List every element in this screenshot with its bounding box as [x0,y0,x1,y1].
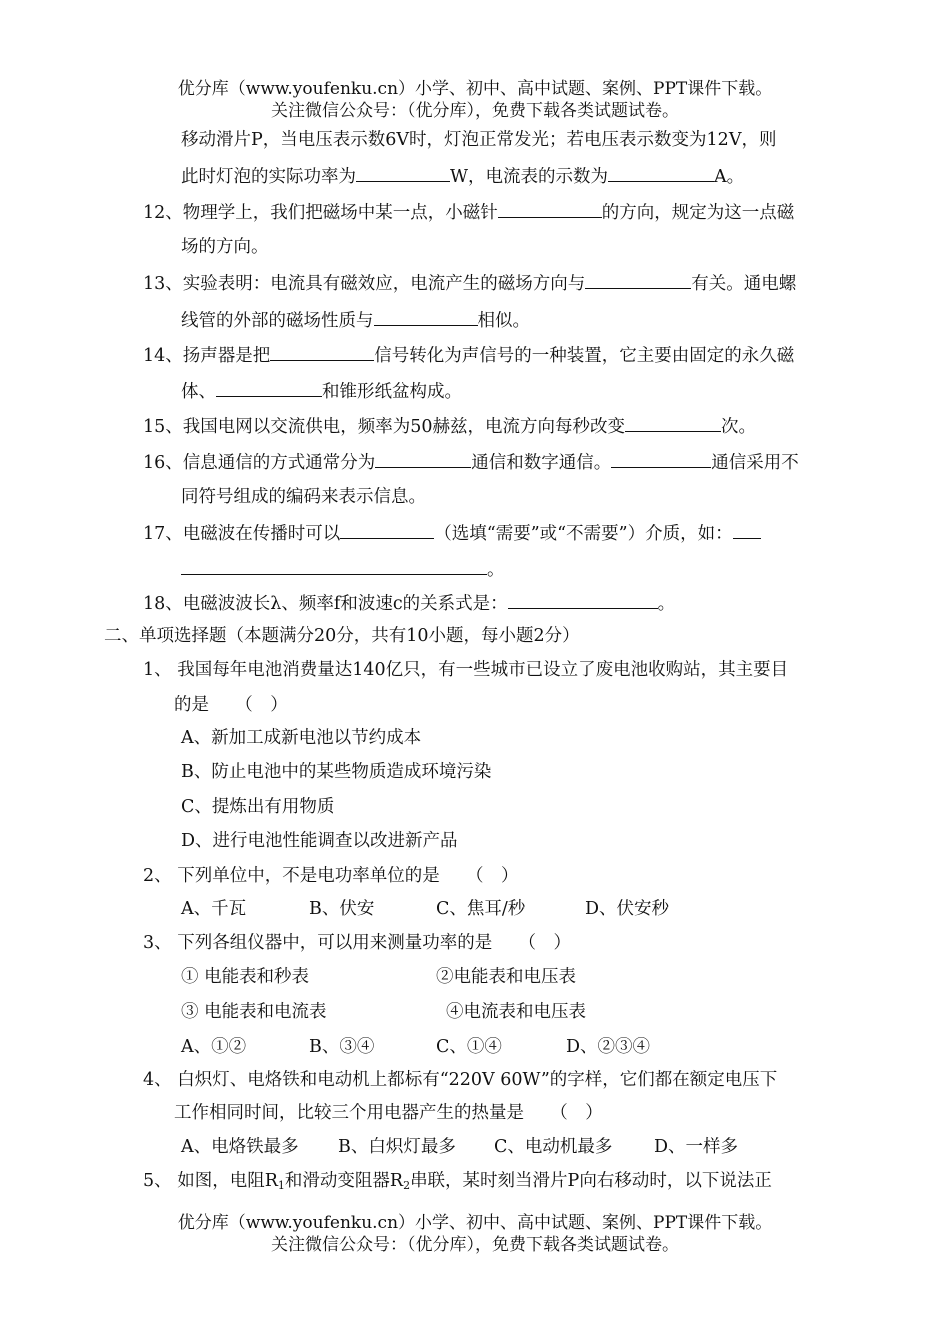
mc4-stem-1 [143,1068,777,1092]
mc3-choice-2-text: ②电能表和电压表 [436,967,576,987]
mc3-option-a[interactable] [181,1035,246,1059]
q13-line-2 [181,307,530,333]
q16-text-1c: 通信采用不 [711,453,799,473]
mc3-option-d[interactable] [566,1035,650,1059]
q15-text-1b: 次。 [721,417,757,437]
header-line-1: 优分库（www.youfenku.cn）小学、初中、高中试题、案例、PPT课件下载。 [177,79,773,99]
q12-line-2 [181,235,269,259]
q11-text-1: 移动滑片P，当电压表示数6V时，灯泡正常发光；若电压表示数变为12V，则 [181,130,777,150]
mc4-option-c-text: C、电动机最多 [494,1137,613,1157]
mc4-stem-1-text: 4、 白炽灯、电烙铁和电动机上都标有“220V 60W”的字样，它们都在额定电压下 [143,1070,778,1090]
q14-line-1 [143,342,794,368]
mc1-option-d-text: D、进行电池性能调查以改进新产品 [181,831,458,851]
mc3-choice-2 [436,965,576,989]
q17-blank-2b[interactable] [181,556,487,575]
q16-text-1a: 16、信息通信的方式通常分为 [143,453,376,473]
q14-line-2 [181,378,462,404]
q18-text-1a: 18、电磁波波长λ、频率f和波速c的关系式是： [143,594,508,614]
q16-line-1 [143,449,799,475]
mc1-option-c[interactable] [181,795,334,819]
q13-text-2b: 相似。 [477,311,530,331]
mc2-option-d-text: D、伏安秒 [585,899,670,919]
q17-text-2b: 。 [487,560,505,580]
mc5-stem-1 [143,1169,772,1198]
q11-text-2b: W，电流表的示数为 [450,167,608,187]
mc5-stem-p3: 串联，某时刻当滑片P向右移动时，以下说法正 [410,1171,772,1191]
q11-line-2 [181,163,744,189]
mc4-option-d[interactable] [654,1135,738,1159]
q14-text-1a: 14、扬声器是把 [143,346,271,366]
section-2-title [104,624,580,648]
mc4-stem-2 [174,1101,603,1125]
mc3-option-c[interactable] [436,1035,502,1059]
mc4-option-b[interactable] [338,1135,456,1159]
header-line-2: 关注微信公众号：（优分库），免费下载各类试题试卷。 [271,101,679,121]
q15-line-1 [143,413,756,439]
mc3-option-b-text: B、③④ [309,1037,375,1057]
page-footer [0,1212,950,1256]
q18-line-1 [143,590,675,616]
q17-text-1a: 17、电磁波在传播时可以 [143,524,341,544]
mc2-option-a[interactable] [181,897,246,921]
mc2-option-c[interactable] [436,897,525,921]
section-2-title-text: 二、单项选择题（本题满分20分，共有10小题，每小题2分） [104,626,580,646]
mc3-option-a-text: A、①② [181,1037,247,1057]
mc3-choice-3 [181,1000,327,1024]
q12-text-1b: 的方向，规定为这一点磁 [601,203,795,223]
mc4-option-a-text: A、电烙铁最多 [181,1137,299,1157]
mc4-option-d-text: D、一样多 [654,1137,739,1157]
mc2-option-a-text: A、千瓦 [181,899,247,919]
footer-line-2: 关注微信公众号：（优分库），免费下载各类试题试卷。 [271,1235,679,1255]
q14-text-2b: 和锥形纸盆构成。 [322,382,462,402]
mc3-stem-text: 3、 下列各组仪器中，可以用来测量功率的是 （ ） [143,933,571,953]
q16-text-2: 同符号组成的编码来表示信息。 [181,487,426,507]
mc3-choice-1-text: ① 电能表和秒表 [181,967,310,987]
mc2-option-b[interactable] [309,897,374,921]
q14-text-1b: 信号转化为声信号的一种装置，它主要由固定的永久磁 [374,346,795,366]
q17-line-1 [143,520,761,546]
mc3-option-b[interactable] [309,1035,374,1059]
q13-line-1 [143,270,796,296]
mc2-option-d[interactable] [585,897,669,921]
mc3-choice-3-text: ③ 电能表和电流表 [181,1002,327,1022]
mc3-stem [143,931,571,955]
mc5-r2-subscript: 2 [403,1179,411,1192]
mc1-option-b-text: B、防止电池中的某些物质造成环境污染 [181,762,492,782]
q13-text-1b: 有关。通电螺 [691,274,797,294]
q14-text-2a: 体、 [181,382,216,402]
mc5-r1-subscript: 1 [277,1179,285,1192]
q13-text-1a: 13、实验表明：电流具有磁效应，电流产生的磁场方向与 [143,274,586,294]
mc5-stem-p1: 5、 如图，电阻R [143,1171,278,1191]
mc3-option-d-text: D、②③④ [566,1037,651,1057]
q11-blank-power[interactable] [356,163,450,182]
footer-line-1: 优分库（www.youfenku.cn）小学、初中、高中试题、案例、PPT课件下载。 [177,1213,773,1233]
mc1-option-b[interactable] [181,760,491,784]
q16-text-1b: 通信和数字通信。 [471,453,612,473]
q15-blank[interactable] [625,413,721,432]
mc1-option-c-text: C、提炼出有用物质 [181,797,335,817]
mc3-choice-1 [181,965,309,989]
q14-blank-1[interactable] [270,342,374,361]
mc3-option-c-text: C、①④ [436,1037,502,1057]
mc4-stem-2-text: 工作相同时间，比较三个用电器产生的热量是 （ ） [174,1103,603,1123]
q12-blank[interactable] [498,199,602,218]
q15-text-1a: 15、我国电网以交流供电，频率为50赫兹，电流方向每秒改变 [143,417,626,437]
q14-blank-2[interactable] [216,378,322,397]
q17-line-2 [181,556,505,582]
q18-text-1b: 。 [657,594,676,614]
mc3-choice-4 [446,1000,586,1024]
mc2-stem [143,864,518,888]
page-header [0,78,950,122]
q13-blank-2[interactable] [374,307,478,326]
mc1-option-a-text: A、新加工成新电池以节约成本 [181,728,422,748]
q12-line-1 [143,199,794,225]
mc4-option-a[interactable] [181,1135,299,1159]
q13-blank-1[interactable] [585,270,691,289]
mc1-stem-2 [174,693,288,717]
mc2-option-b-text: B、伏安 [309,899,375,919]
q11-text-2a: 此时灯泡的实际功率为 [181,167,356,187]
mc4-option-b-text: B、白炽灯最多 [338,1137,456,1157]
q11-blank-current[interactable] [608,163,714,182]
mc1-option-d[interactable] [181,829,458,853]
mc2-option-c-text: C、焦耳/秒 [436,899,526,919]
mc1-stem-1 [143,658,788,682]
q17-text-1b: （选填“需要”或“不需要”）介质，如： [434,524,733,544]
mc2-stem-text: 2、 下列单位中，不是电功率单位的是 （ ） [143,866,519,886]
q12-text-1a: 12、物理学上，我们把磁场中某一点，小磁针 [143,203,498,223]
q16-line-2 [181,485,426,509]
q13-text-2a: 线管的外部的磁场性质与 [181,311,374,331]
q17-blank-2a[interactable] [733,520,761,539]
mc3-choice-4-text: ④电流表和电压表 [446,1002,586,1022]
mc1-stem-1-text: 1、 我国每年电池消费量达140亿只，有一些城市已设立了废电池收购站，其主要目 [143,660,789,680]
mc4-option-c[interactable] [494,1135,612,1159]
mc1-option-a[interactable] [181,726,421,750]
q18-blank[interactable] [508,590,658,609]
q16-blank-2[interactable] [611,449,711,468]
q17-blank-1[interactable] [340,520,434,539]
q12-text-2: 场的方向。 [181,237,269,257]
mc1-stem-2-text: 的是 （ ） [174,695,288,715]
q11-line-1 [181,128,776,152]
q16-blank-1[interactable] [375,449,471,468]
mc5-stem-p2: 和滑动变阻器R [284,1171,404,1191]
q11-text-2c: A。 [714,167,745,187]
